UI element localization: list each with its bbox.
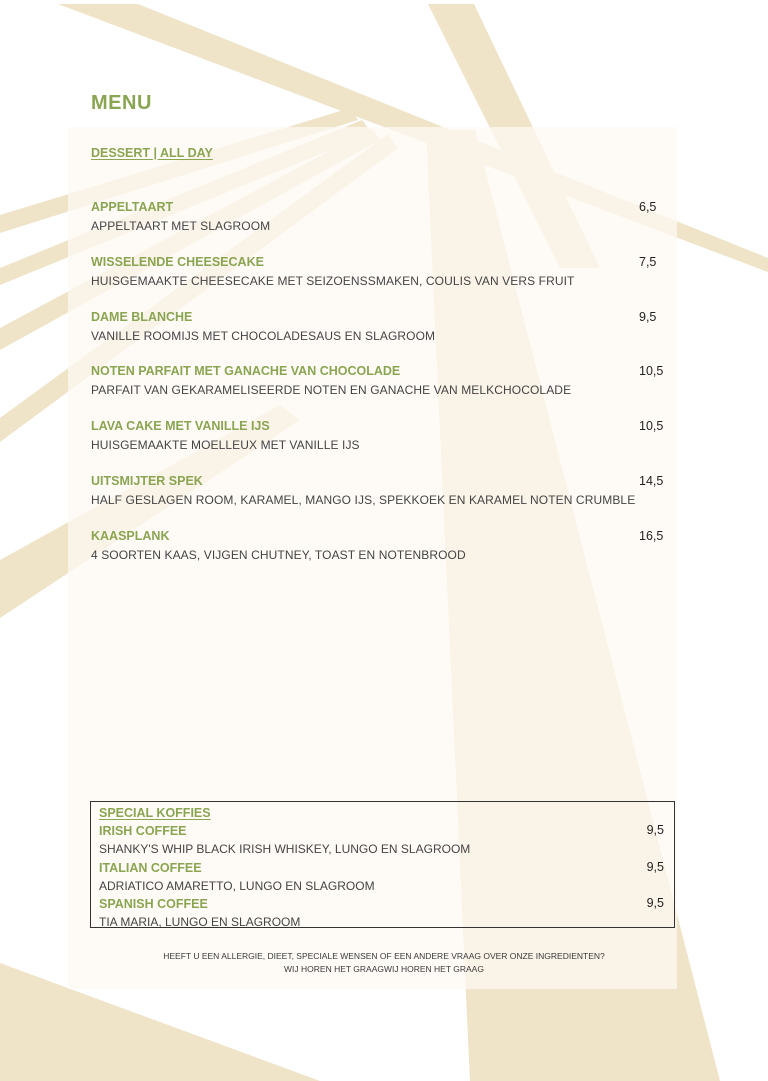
item-price: 10,5 <box>639 419 664 434</box>
dessert-list <box>91 199 671 583</box>
menu-item <box>91 254 671 309</box>
item-price: 14,5 <box>639 473 664 488</box>
item-description: HALF GESLAGEN ROOM, KARAMEL, MANGO IJS, SPEKKOEK EN KARAMEL NOTEN CRUMBLE <box>91 492 636 507</box>
item-description: VANILLE ROOMIJS MET CHOCOLADESAUS EN SLAGROOM <box>91 328 436 343</box>
koffie-name: IRISH COFFEE <box>99 824 187 838</box>
item-description: 4 SOORTEN KAAS, VIJGEN CHUTNEY, TOAST EN NOTENBROOD <box>91 547 466 562</box>
special-koffies-box <box>90 801 675 928</box>
allergy-note-line1: HEEFT U EEN ALLERGIE, DIEET, SPECIALE WENSEN OF EEN ANDERE VRAAG OVER ONZE INGREDIENTEN? <box>163 951 605 961</box>
item-price: 6,5 <box>639 200 657 214</box>
section-heading: DESSERT | ALL DAY <box>91 146 213 160</box>
menu-item <box>91 528 671 583</box>
item-name: UITSMIJTER SPEK <box>91 473 203 488</box>
item-name: LAVA CAKE MET VANILLE IJS <box>91 419 270 434</box>
item-description: APPELTAART MET SLAGROOM <box>91 219 271 233</box>
koffie-item <box>99 859 664 896</box>
koffie-item <box>99 822 664 859</box>
item-name: WISSELENDE CHEESECAKE <box>91 254 264 269</box>
item-name: APPELTAART <box>91 200 174 214</box>
koffie-price: 9,5 <box>646 859 664 874</box>
menu-item <box>91 309 671 364</box>
item-price: 7,5 <box>639 254 657 269</box>
koffie-description: SHANKY'S WHIP BLACK IRISH WHISKEY, LUNGO EN SLAGROOM <box>99 842 471 856</box>
koffie-name: ITALIAN COFFEE <box>99 860 202 875</box>
special-koffies-heading: SPECIAL KOFFIES <box>99 806 211 820</box>
koffie-name: SPANISH COFFEE <box>99 897 208 911</box>
koffie-description: TIA MARIA, LUNGO EN SLAGROOM <box>99 915 301 929</box>
item-name: NOTEN PARFAIT MET GANACHE VAN CHOCOLADE <box>91 364 401 379</box>
item-name: KAASPLANK <box>91 528 170 543</box>
item-description: PARFAIT VAN GEKARAMELISEERDE NOTEN EN GANACHE VAN MELKCHOCOLADE <box>91 383 572 398</box>
item-description: HUISGEMAAKTE CHEESECAKE MET SEIZOENSSMAKEN, COULIS VAN VERS FRUIT <box>91 273 575 288</box>
menu-item <box>91 418 671 473</box>
menu-title: MENU <box>91 92 152 114</box>
item-description: HUISGEMAAKTE MOELLEUX MET VANILLE IJS <box>91 438 360 453</box>
allergy-note <box>68 950 700 976</box>
item-name: DAME BLANCHE <box>91 309 193 324</box>
menu-item <box>91 473 671 528</box>
koffie-price: 9,5 <box>646 896 664 910</box>
koffie-item <box>99 895 664 932</box>
koffie-description: ADRIATICO AMARETTO, LUNGO EN SLAGROOM <box>99 878 375 893</box>
koffie-price: 9,5 <box>646 823 664 837</box>
item-price: 16,5 <box>639 528 664 543</box>
menu-item <box>91 199 671 254</box>
menu-item <box>91 363 671 418</box>
item-price: 9,5 <box>639 309 657 324</box>
item-price: 10,5 <box>639 364 664 379</box>
allergy-note-line2: WIJ HOREN HET GRAAGWIJ HOREN HET GRAAG <box>284 964 484 974</box>
